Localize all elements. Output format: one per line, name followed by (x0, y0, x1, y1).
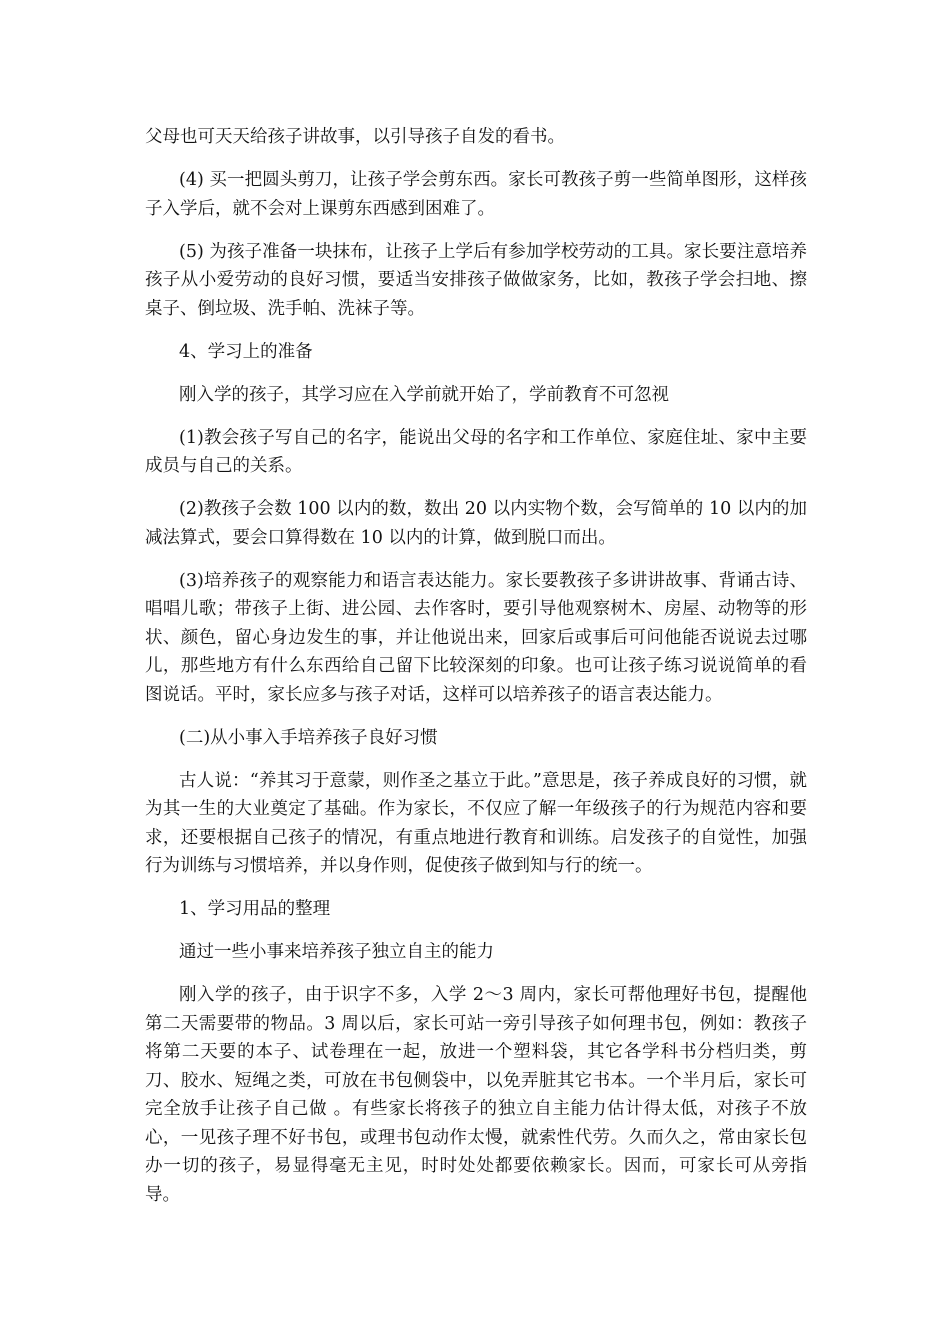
paragraph-item-2-counting: (2)教孩子会数 100 以内的数，数出 20 以内实物个数，会写简单的 10 以内的加减法算式，要会口算得数在 10 以内的计算，做到脱口而出。 (145, 499, 807, 548)
paragraph-continuation: 父母也可天天给孩子讲故事，以引导孩子自发的看书。 (145, 127, 565, 147)
section-heading-study-preparation: 4、学习上的准备 (179, 341, 313, 362)
paragraph-item-5-cloth: (5) 为孩子准备一块抹布，让孩子上学后有参加学校劳动的工具。家长要注意培养孩子从小爱劳动的良好习惯，要适当安排孩子做做家务，比如，教孩子学会扫地、擦桌子、倒垃圾、洗手帕、洗袜子等。 (145, 241, 807, 319)
paragraph-item-1-name: (1)教会孩子写自己的名字，能说出父母的名字和工作单位、家庭住址、家中主要成员与自己的关系。 (145, 427, 807, 476)
section-heading-supplies: 1、学习用品的整理 (179, 899, 331, 919)
paragraph-item-3-observation: (3)培养孩子的观察能力和语言表达能力。家长要教孩子多讲讲故事、背诵古诗、唱唱儿歌；带孩子上街、进公园、去作客时，要引导他观察树木、房屋、动物等的形状、颜色，留心身边发生的事，并让他说出来，回家后或事后可问他能否说说去过哪儿，那些地方有什么东西给自己留下比较深刻的印象。也可让孩子练习说说简单的看图说话。平时，家长应多与孩子对话，这样可以培养孩子的语言表达能力。 (145, 570, 807, 705)
paragraph-schoolbag-guidance: 刚入学的孩子，由于识字不多，入学 2～3 周内，家长可帮他理好书包，提醒他第二天需要带的物品。3 周以后，家长可站一旁引导孩子如何理书包，例如：教孩子将第二天要的本子、试卷理在一起，放进一个塑料袋，其它各学科书分档归类，剪刀、胶水、短绳之类，可放在书包侧袋中，以免弄脏其它书本。一个半月后，家长可完全放手让孩子自己做 。有些家长将孩子的独立自主能力估计得太低，对孩子不放心，一见孩子理不好书包，或理书包动作太慢，就索性代劳。久而久之，常由家长包办一切的孩子，易显得毫无主见，时时处处都要依赖家长。因而，可家长可从旁指导。 (145, 985, 807, 1205)
paragraph-independence-intro: 通过一些小事来培养孩子独立自主的能力 (179, 942, 494, 962)
paragraph-study-intro: 刚入学的孩子，其学习应在入学前就开始了，学前教育不可忽视 (179, 384, 669, 405)
paragraph-ancient-saying: 古人说：“养其习于意蒙，则作圣之基立于此。”意思是，孩子养成良好的习惯，就为其一生的大业奠定了基础。作为家长，不仅应了解一年级孩子的行为规范内容和要求，还要根据自己孩子的情况，有重点地进行教育和训练。启发孩子的自觉性，加强行为训练与习惯培养，并以身作则，促使孩子做到知与行的统一。 (145, 770, 807, 876)
section-heading-good-habits: (二)从小事入手培养孩子良好习惯 (179, 727, 438, 748)
paragraph-item-4-scissors: (4) 买一把圆头剪刀，让孩子学会剪东西。家长可教孩子剪一些简单图形，这样孩子入学后，就不会对上课剪东西感到困难了。 (145, 170, 807, 219)
document-body (145, 123, 807, 1224)
